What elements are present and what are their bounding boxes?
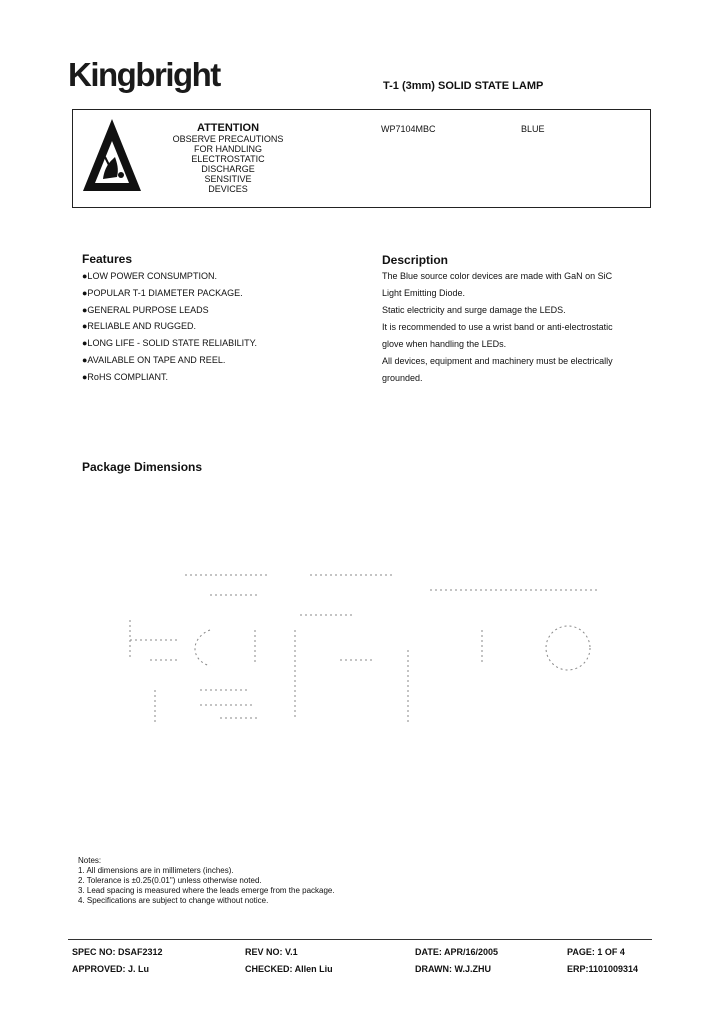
description-line: All devices, equipment and machinery must be electrically xyxy=(382,356,613,366)
footer-drawn: DRAWN: W.J.ZHU xyxy=(415,964,491,974)
esd-warning-icon xyxy=(81,117,143,198)
part-number: WP7104MBC xyxy=(381,124,436,134)
attention-line: ELECTROSTATIC xyxy=(191,154,265,164)
attention-box xyxy=(72,109,651,208)
attention-line: OBSERVE PRECAUTIONS xyxy=(172,134,284,144)
package-dimensions-drawing xyxy=(110,560,610,735)
footer-spec-no: SPEC NO: DSAF2312 xyxy=(72,947,163,957)
feature-item: ●AVAILABLE ON TAPE AND REEL. xyxy=(82,354,226,365)
footer-page: PAGE: 1 OF 4 xyxy=(567,947,625,957)
footer-divider xyxy=(68,939,652,940)
attention-text xyxy=(166,134,290,194)
footer-approved: APPROVED: J. Lu xyxy=(72,964,150,974)
description-heading: Description xyxy=(382,253,449,267)
description-line: It is recommended to use a wrist band or anti-electrostatic xyxy=(382,322,613,332)
description-line: grounded. xyxy=(382,373,423,383)
note-item: 3. Lead spacing is measured where the leads emerge from the package. xyxy=(78,886,335,895)
note-item: 4. Specifications are subject to change without notice. xyxy=(78,896,269,905)
description-line: The Blue source color devices are made with GaN on SiC xyxy=(382,271,613,281)
notes xyxy=(78,856,335,906)
description-line: glove when handling the LEDs. xyxy=(382,339,507,349)
attention-line: FOR HANDLING xyxy=(193,144,262,154)
attention-title: ATTENTION xyxy=(196,122,260,134)
attention-line: DEVICES xyxy=(208,184,248,194)
feature-item: ●RoHS COMPLIANT. xyxy=(82,371,168,382)
description-line: Static electricity and surge damage the LEDS. xyxy=(382,305,566,315)
features-list xyxy=(82,271,257,389)
features-heading: Features xyxy=(82,252,133,266)
package-dimensions-heading: Package Dimensions xyxy=(82,460,203,474)
feature-item: ●LOW POWER CONSUMPTION. xyxy=(82,271,217,281)
footer-checked: CHECKED: Allen Liu xyxy=(245,964,333,974)
notes-heading: Notes: xyxy=(78,856,102,865)
footer-rev-no: REV NO: V.1 xyxy=(245,947,298,957)
attention-line: DISCHARGE xyxy=(201,164,255,174)
description-line: Light Emitting Diode. xyxy=(382,288,466,298)
feature-item: ●GENERAL PURPOSE LEADS xyxy=(82,304,209,315)
description-text xyxy=(382,271,644,390)
feature-item: ●POPULAR T-1 DIAMETER PACKAGE. xyxy=(82,287,243,298)
part-color: BLUE xyxy=(521,124,545,134)
attention-line: SENSITIVE xyxy=(204,174,252,184)
kingbright-logo: Kingbright xyxy=(68,56,220,93)
note-item: 2. Tolerance is ±0.25(0.01") unless otherwise noted. xyxy=(78,876,262,885)
document-title: T-1 (3mm) SOLID STATE LAMP xyxy=(383,80,544,92)
footer-erp: ERP:1101009314 xyxy=(567,964,639,974)
feature-item: ●LONG LIFE - SOLID STATE RELIABILITY. xyxy=(82,338,257,349)
note-item: 1. All dimensions are in millimeters (inches). xyxy=(78,866,234,875)
footer-date: DATE: APR/16/2005 xyxy=(415,947,499,957)
feature-item: ●RELIABLE AND RUGGED. xyxy=(82,321,196,332)
